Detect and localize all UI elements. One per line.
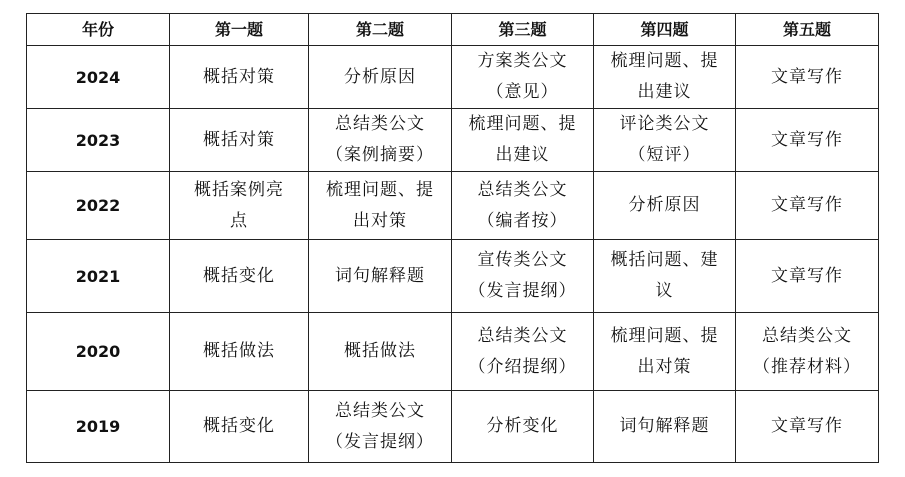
cell-text: 概括变化 [203,416,275,436]
question-cell [736,313,879,391]
table-row [27,109,879,172]
exam-question-table [26,13,879,463]
cell-text: 概括做法 [344,341,416,361]
table-row [27,172,879,240]
question-cell [594,391,736,463]
question-cell [309,109,452,172]
question-cell [736,109,879,172]
question-cell [452,46,594,109]
cell-text: （意见） [486,82,559,102]
cell-text: 梳理问题、提 [468,114,577,134]
question-cell [594,172,736,240]
table-row [27,240,879,313]
cell-text: 概括对策 [203,129,275,150]
question-cell [309,313,452,391]
cell-text: （短评） [628,145,701,165]
cell-text: （发言提纲） [468,281,577,301]
table-row [27,46,879,109]
question-cell [594,109,736,172]
header-question-4: 第四题 [594,14,736,46]
cell-text: 词句解释题 [335,265,425,286]
cell-text: 宣传类公文 [477,250,568,270]
cell-text: 总结类公文 [477,325,568,346]
year-cell: 2019 [27,391,170,463]
cell-text: （发言提纲） [326,431,434,452]
table-row [27,391,879,463]
question-cell [736,240,879,313]
cell-text: 文章写作 [771,195,843,215]
header-question-3: 第三题 [452,14,594,46]
question-cell [594,313,736,391]
question-cell [594,240,736,313]
cell-text: 文章写作 [771,66,843,87]
header-year: 年份 [27,14,170,46]
question-cell [170,391,309,463]
question-cell [170,313,309,391]
question-cell [309,240,452,313]
cell-text: 词句解释题 [619,416,710,436]
cell-text: 总结类公文 [477,179,568,200]
cell-text: 出对策 [353,210,407,231]
question-cell [170,240,309,313]
cell-text: 概括做法 [203,341,275,361]
cell-text: 出建议 [637,82,692,102]
cell-text: （编者按） [477,210,568,231]
question-cell [452,240,594,313]
question-cell [309,46,452,109]
cell-text: 议 [655,281,674,301]
header-question-5: 第五题 [736,14,879,46]
cell-text: （推荐材料） [753,356,861,377]
cell-text: 概括案例亮 [194,179,284,200]
cell-text: 文章写作 [771,265,843,286]
question-cell [170,109,309,172]
cell-text: 概括对策 [203,66,275,87]
cell-text: 分析变化 [486,416,559,436]
table-row [27,313,879,391]
question-cell [452,313,594,391]
question-cell [736,172,879,240]
header-question-2: 第二题 [309,14,452,46]
question-cell [736,46,879,109]
header-row [27,14,879,46]
question-cell [170,172,309,240]
cell-text: 总结类公文 [762,325,852,346]
question-cell [309,391,452,463]
cell-text: 文章写作 [771,416,843,436]
question-cell [452,391,594,463]
cell-text: 梳理问题、提 [326,179,434,200]
header-question-1: 第一题 [170,14,309,46]
cell-text: 总结类公文 [335,114,425,134]
cell-text: 分析原因 [344,66,416,87]
cell-text: 概括变化 [203,265,275,286]
cell-text: （案例摘要） [326,145,434,165]
cell-text: 梳理问题、提 [610,325,719,346]
cell-text: 文章写作 [771,129,843,150]
question-cell [452,109,594,172]
cell-text: 评论类公文 [619,114,710,134]
year-cell: 2024 [27,46,170,109]
question-cell [736,391,879,463]
cell-text: 总结类公文 [335,400,425,421]
cell-text: 分析原因 [628,195,701,215]
cell-text: 点 [230,210,248,231]
question-cell [309,172,452,240]
cell-text: 出对策 [637,356,692,377]
cell-text: 概括问题、建 [610,250,719,270]
question-cell [170,46,309,109]
cell-text: 梳理问题、提 [610,51,719,71]
question-cell [452,172,594,240]
question-cell [594,46,736,109]
year-cell: 2020 [27,313,170,391]
cell-text: （介绍提纲） [468,356,577,377]
cell-text: 出建议 [495,145,550,165]
year-cell: 2022 [27,172,170,240]
year-cell: 2023 [27,109,170,172]
year-cell: 2021 [27,240,170,313]
cell-text: 方案类公文 [477,51,568,71]
table-body [27,46,879,463]
